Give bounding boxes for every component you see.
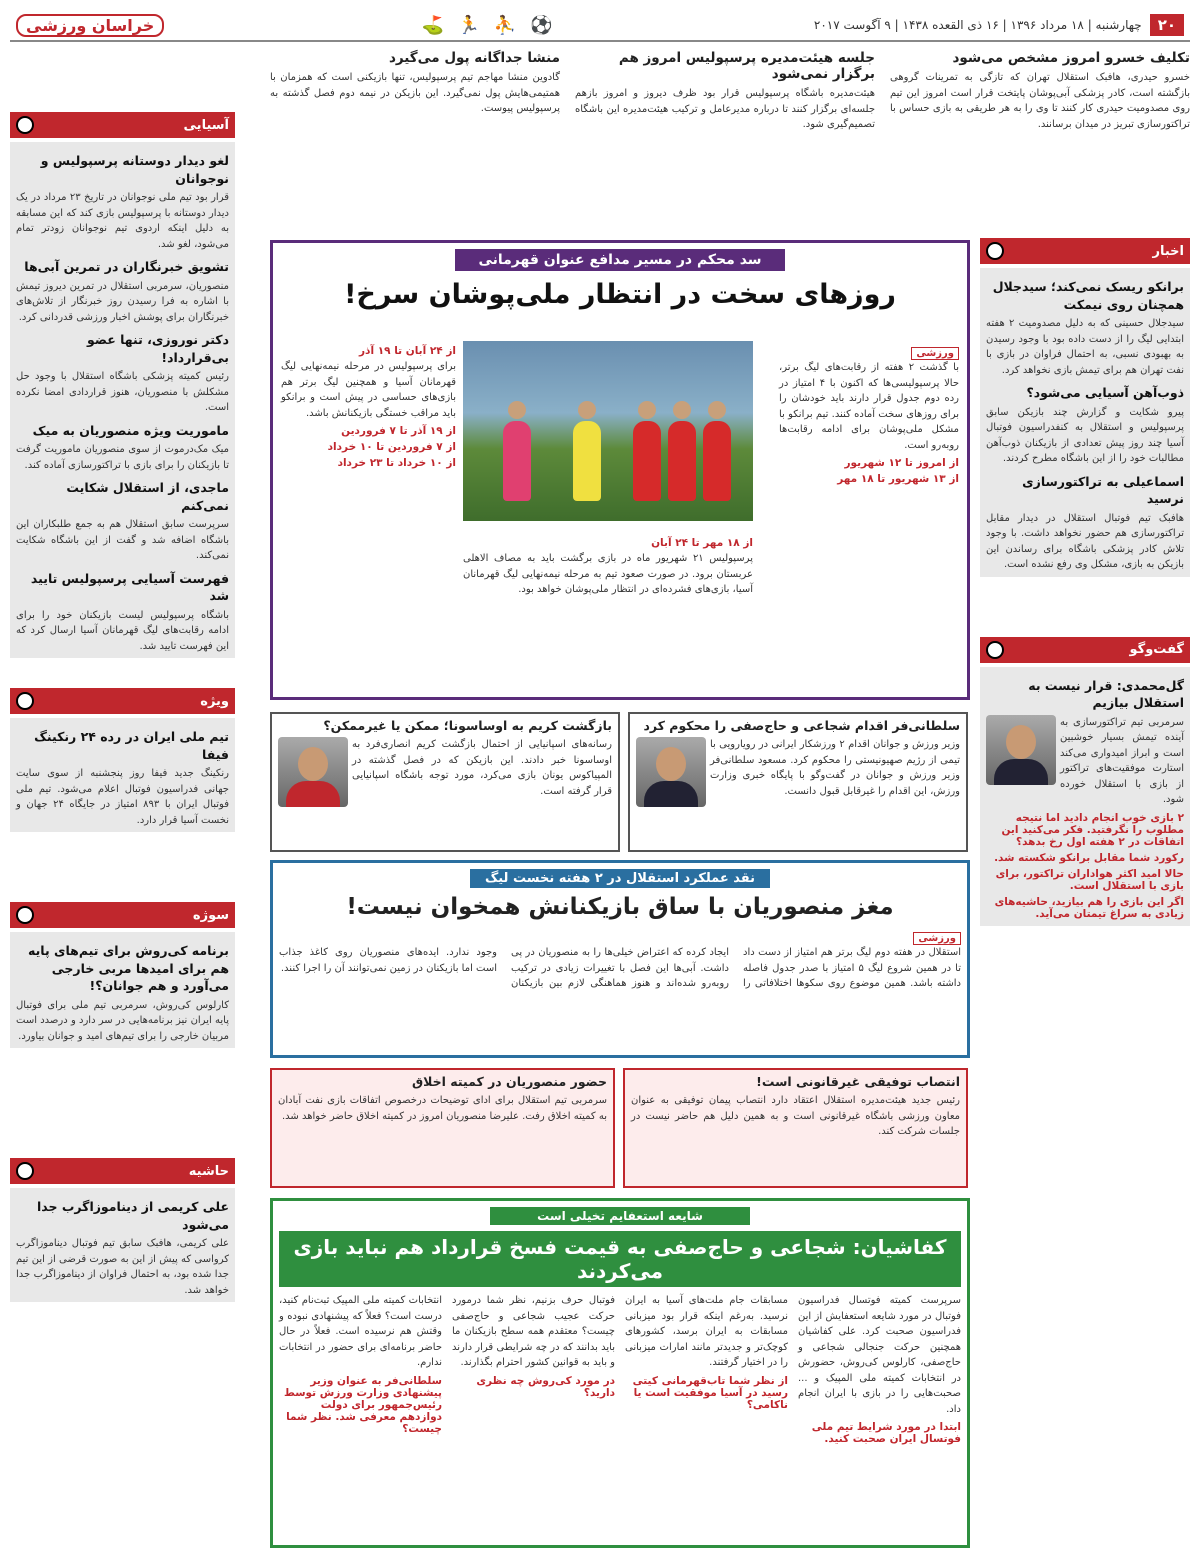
news-title: لغو دیدار دوستانه پرسپولیس و نوجوانان — [40, 153, 229, 186]
news-body: باشگاه پرسپولیس لیست بازیکنان خود را برای ادامه رقابت‌های لیگ قهرمانان آسیا ارسال کرد که این فهرست تایید شد. — [16, 609, 229, 652]
news-body: رنکینگ جدید فیفا روز پنجشنبه از سوی سایت جهانی فدراسیون فوتبال اعلام می‌شود. تیم ملی فوتبال ایران با ۸۹۳ امتیاز در جایگاه ۲۴ جهان و نخست آسیا قرار دارد. — [16, 768, 229, 826]
soltanifar-box — [628, 712, 968, 852]
player-figure — [703, 421, 731, 501]
players-photo — [463, 341, 753, 521]
news-body: پیرو شکایت و گزارش چند بازیکن سابق پرسپولیس و استقلال به کنفدراسیون فوتبال آسیا چند روز پیش تعدادی از بازیکنان ذوب‌آهن مطالبات خود را از این باشگاه مطرح کردند. — [986, 406, 1184, 464]
top-story-1 — [890, 50, 1190, 132]
section-label: گفت‌و‌گو — [1129, 642, 1184, 657]
interview-question: از نظر شما تاب‌قهرمانی کیتی رسید در آسیا موفقیت است یا ناکامی؟ — [632, 1374, 788, 1411]
date-range: از ۱۹ آذر تا ۷ فروردین — [341, 425, 456, 437]
box-title: حضور منصوریان در کمیته اخلاق — [411, 1074, 607, 1089]
section-bar-vijeh — [10, 688, 235, 714]
story-column — [452, 1293, 615, 1447]
news-body: سرپرست سابق استقلال هم به جمع طلبکاران این باشگاه اضافه شد و گفت از این باشگاه شکایت نمی‌کند. — [16, 519, 229, 561]
blue-story-kicker: نقد عملکرد استقلال در ۲ هفته نخست لیگ — [470, 869, 770, 888]
karim-box — [270, 712, 620, 852]
box-title: بازگشت کریم به اوساسونا؛ ممکن یا غیرممکن؟ — [323, 718, 612, 733]
soccer-ball-icon — [16, 1162, 34, 1180]
section-label: سوژه — [192, 907, 229, 923]
soccer-ball-icon — [986, 641, 1004, 659]
news-body: میک مک‌درموت از سوی منصوریان ماموریت گرفت تا بازیکنان را برای بازی با تراکتورسازی آماده کند. — [16, 444, 229, 471]
box-body: رسانه‌های اسپانیایی از احتمال بازگشت کریم انصاری‌فرد به اوساسونا خبر دادند. این بازیکن که در فصل گذشته در المپیاکوس یونان بازی می‌کرد، مورد توجه باشگاه اسپانیایی قرار گرفته است. — [352, 739, 612, 797]
interview-question: اگر این بازی را هم بیازید، حاشیه‌های زیادی به سراغ تیمتان می‌آید. — [994, 895, 1184, 920]
minister-portrait — [636, 737, 706, 807]
section-label: اخبار — [1152, 243, 1184, 259]
box-title: انتصاب توفیقی غیرقانونی است! — [756, 1074, 960, 1089]
interview-question: سلطانی‌فر به عنوان وزیر پیشنهادی وزارت ورزش توسط رئیس‌جمهور برای دولت دوازدهم معرفی شد. نظر شما چیست؟ — [283, 1374, 442, 1435]
tofighi-box — [623, 1068, 968, 1188]
interview-question: رکورد شما مقابل برانکو شکسته شد. — [994, 851, 1184, 864]
soccer-ball-icon — [16, 906, 34, 924]
soccer-ball-icon — [986, 242, 1004, 260]
source-badge: ورزشی — [913, 932, 961, 945]
date-range: از ۲۴ آبان تا ۱۹ آذر — [359, 345, 456, 357]
column-body: سرپرست کمیته فوتسال فدراسیون فوتبال در مورد شایعه استعفایش از این فدراسیون صحبت کرد. علی کفاشیان همچنین حرکت جنجالی شجاعی و حاج‌صفی، کارلوس کی‌روش، حضورش در انتخابات کمیته ملی المپیک و ... صحبت‌هایی را در بازی با ایران انجام داد. — [798, 1295, 961, 1415]
right-column — [980, 230, 1190, 926]
coach-portrait — [986, 715, 1056, 785]
source-badge: ورزشی — [911, 347, 959, 360]
news-title: برانکو ریسک نمی‌کند؛ سیدجلال همچنان روی نیمکت — [992, 279, 1184, 312]
page-number: ۲۰ — [1150, 14, 1184, 36]
issue-date: چهارشنبه | ۱۸ مرداد ۱۳۹۶ | ۱۶ ذی القعده ۱۴۳۸ | ۹ آگوست ۲۰۱۷ — [813, 18, 1142, 32]
news-title: تشویق خبرنگاران در تمرین آبی‌ها — [24, 259, 229, 274]
asia-news-box — [10, 142, 235, 658]
column-body: فوتبال حرف بزنیم، نظر شما درمورد حرکت عجیب شجاعی و حاج‌صفی چیست؟ معتقدم همه سطح بازیکنان ما باید بدانند که در چه شرایطی قرار دارند و باید به قوانین کشور احترام بگذارند. — [452, 1295, 615, 1368]
box-body: رئیس جدید هیئت‌مدیره استقلال اعتقاد دارد انتصاب پیمان توفیقی به عنوان معاون ورزشی باشگاه غیرقانونی است و به همین دلیل هم حاضر نیست در جلسات شرکت کند. — [631, 1095, 960, 1137]
story-column — [279, 1293, 442, 1447]
soccer-ball-icon — [16, 692, 34, 710]
goalkeeper-figure — [503, 421, 531, 501]
news-title: برنامه کی‌روش برای تیم‌های پایه هم برای امیدها مربی خارجی می‌آورد و هم جوانان؟! — [27, 943, 229, 993]
karimi-box — [10, 1188, 235, 1302]
interview-question: در مورد کی‌روش چه نظری دارید؟ — [476, 1374, 615, 1399]
main-story — [270, 240, 970, 700]
section-bar-sport — [10, 902, 235, 928]
green-story-headline: کفاشیان: شجاعی و حاج‌صفی به قیمت فسخ قرارداد هم نباید بازی می‌کردند — [279, 1231, 961, 1287]
soccer-ball-icon — [16, 116, 34, 134]
player-figure — [668, 421, 696, 501]
main-story-body: با گذشت ۲ هفته از رقابت‌های لیگ برتر، حالا پرسپولیسی‌ها که اکنون با ۴ امتیاز در رده دوم جدول قرار دارند باید خودشان را برای روزهای سخت آماده کنند. تیم برانکو با مشکل ملی‌پوشان برای ادامه رقابت‌ها روبه‌رو است. — [779, 362, 959, 451]
referee-figure — [573, 421, 601, 501]
section-label: حاشیه — [188, 1163, 229, 1179]
main-story-kicker: سد محکم در مسیر مدافع عنوان قهرمانی — [455, 249, 785, 271]
player-figure — [633, 421, 661, 501]
story-title: تکلیف خسرو امروز مشخص می‌شود — [952, 50, 1190, 66]
news-title: ماموریت ویژه منصوریان به میک — [32, 422, 229, 438]
interview-body: سرمربی تیم تراکتورسازی به آینده تیمش بسیار خوشبین است و ابراز امیدواری می‌کند استارت موفقیت‌های تراکتور از بازی با استقلال خورده شود. — [1060, 716, 1184, 805]
news-title: فهرست آسیایی پرسپولیس تایید شد — [30, 570, 229, 603]
story-column — [798, 1293, 961, 1447]
kafashian-story — [270, 1198, 970, 1548]
story-body: هیئت‌مدیره باشگاه پرسپولیس قرار بود ظرف دیروز و امروز بازهم جلسه‌ای برگزار کنند تا درباره مدیرعامل و ترکیب هیئت‌مدیره این باشگاه تصمیم‌گیری شود. — [575, 88, 875, 130]
ethics-box — [270, 1068, 615, 1188]
section-bar-asia — [10, 112, 235, 138]
news-title: تیم ملی ایران در رده ۲۴ رنکینگ فیفا — [34, 729, 229, 762]
top-story-2 — [575, 50, 875, 133]
akhbar-box — [980, 268, 1190, 577]
section-bar-akhbar — [980, 238, 1190, 264]
news-title: علی کریمی از دیناموزاگرب جدا می‌شود — [36, 1199, 229, 1232]
column-body: انتخابات کمیته ملی المپیک ثبت‌نام کنید، درست است؟ فعلاً که پیشنهادی نبوده و وقتش هم نرسیده است. فعلاً در حال حاضر برنامه‌ای برای حضور در انتخابات ندارم. — [279, 1295, 442, 1368]
interview-title: گل‌محمدی: قرار نیست به استقلال بیازیم — [1028, 677, 1184, 710]
story-body: خسرو حیدری، هافبک استقلال تهران که تازگی به تمرینات گروهی بازگشته است، کادر پزشکی آبی‌پوشان پایتخت قرار است امروز این تیم روی مصدومیت حیدری کار کنند تا وی را به هر طریقی به بازی حساس با تراکتورسازی تبریز در میدان برسانند. — [890, 72, 1190, 130]
story-body: گادوین منشا مهاجم تیم پرسپولیس، تنها بازیکنی است که همزمان با همتیمی‌هایش پول نمی‌گیرد. این بازیکن در نیمه دوم فصل گذشته به پرسپولیس پیوست. — [270, 72, 560, 114]
player-portrait — [278, 737, 348, 807]
green-story-kicker: شایعه استعفایم تخیلی است — [490, 1207, 750, 1225]
top-story-3 — [270, 50, 560, 117]
news-title: دکتر نوروزی، تنها عضو بی‌قرارداد! — [87, 332, 229, 365]
section-label: ویژه — [200, 693, 229, 709]
main-story-headline: روزهای سخت در انتظار ملی‌پوشان سرخ! — [344, 279, 896, 310]
date-range: از امروز تا ۱۲ شهریور — [844, 457, 959, 469]
column-body: مسابقات جام ملت‌های آسیا به ایران نرسید. به‌رغم اینکه قرار بود میزبانی مسابقات به ایران برسد، کشورهای کوچک‌تر و جدیدتر مانند امارات میزبانی را در اختیار گرفتند. — [625, 1295, 788, 1368]
date-range: از ۷ فروردین تا ۱۰ خرداد — [327, 441, 456, 453]
story-title: منشا جداگانه پول می‌گیرد — [388, 50, 560, 66]
ranking-box — [10, 718, 235, 832]
date-range: از ۱۳ شهریور تا ۱۸ مهر — [837, 473, 959, 485]
news-body: هافبک تیم فوتبال استقلال در دیدار مقابل تراکتورسازی هم حضور نخواهد داشت. با وجود تلاش کادر پزشکی باشگاه برای رساندن این بازیکن به بازی، مشکل وی رفع نشده است. — [986, 512, 1184, 570]
news-body: منصوریان، سرمربی استقلال در تمرین دیروز تیمش با اشاره به فرا رسیدن روز خبرنگار از تلاش‌های خبرنگاران برای پوشش اخبار ورزشی قدردانی کرد. — [16, 280, 229, 323]
news-title: ذوب‌آهن آسیایی می‌شود؟ — [1026, 385, 1184, 400]
interview-box — [980, 667, 1190, 926]
left-column — [10, 104, 235, 1302]
news-body: علی کریمی، هافبک سابق تیم فوتبال دیناموزاگرب کرواسی که پیش از این به صورت قرضی از این تیم جدا شده بود، به احتمال فراوان از دیناموزاگرب جدا خواهد شد. — [16, 1238, 229, 1296]
section-logo: خراسان ورزشی — [16, 14, 164, 37]
sports-pictograms-icon: ⚽ ⛹ 🏃 ⛳ — [421, 14, 557, 36]
blue-story-headline: مغز منصوریان با ساق بازیکنانش همخوان نیست! — [346, 894, 894, 920]
news-body: سیدجلال حسینی که به دلیل مصدومیت ۲ هفته ابتدایی لیگ را از دست داده بود با وجود رسیدن به بهبودی نسبی، به احتمال فراوان در بازی با نفت تهران هم برای تیمش بازی نخواهد کرد. — [986, 318, 1185, 376]
section-bar-interview — [980, 637, 1190, 663]
main-story-body: برای پرسپولیس در مرحله نیمه‌نهایی لیگ قهرمانان آسیا و همچنین لیگ برتر هم بازی‌های حساسی در پیش است و برانکو باید مراقب خستگی بازیکنانش باشد. — [281, 361, 456, 419]
news-body: کارلوس کی‌روش، سرمربی تیم ملی برای فوتبال پایه ایران نیز برنامه‌هایی در سر دارد و درصدد است مربیان خارجی را برای تیم‌های امید و جوانان بیاورد. — [16, 999, 229, 1042]
date-range: از ۱۰ خرداد تا ۲۳ خرداد — [337, 457, 456, 469]
box-body: وزیر ورزش و جوانان اقدام ۲ ورزشکار ایرانی در رویارویی با تیمی از رژیم صهیونیستی را محکوم کرد. مسعود سلطانی‌فر وزیر ورزش و جوانان در گفت‌وگو با پایگاه خبری وزارت ورزش، این اقدام را غیرقابل قبول دانست. — [710, 739, 960, 797]
story-column — [625, 1293, 788, 1447]
korea-box — [10, 932, 235, 1048]
blue-story-body: استقلال در هفته دوم لیگ برتر هم امتیاز از دست داد تا در همین شروع لیگ ۵ امتیاز با صدر جدول فاصله داشته باشد. همین موضوع روی سکوها اختلافاتی را ایجاد کرده که اعتراض خیلی‌ها را به منصوریان در پی داشت. آبی‌ها این فصل با تغییرات زیادی در ترکیب روبه‌رو شده‌اند و هنوز هماهنگی لازم بین بازیکنان وجود ندارد. ایده‌های منصوریان روی کاغذ جذاب است اما بازیکنان در زمین نمی‌توانند آن را اجرا کنند. — [279, 947, 961, 989]
green-story-columns — [279, 1293, 961, 1447]
news-body: قرار بود تیم ملی نوجوانان در تاریخ ۲۳ مرداد در یک دیدار دوستانه با پرسپولیس بازی کند که این مسابقه به دلیل اینکه اردوی تیم نوجوانان زودتر تمام می‌شود، لغو شد. — [16, 192, 229, 250]
masthead — [10, 10, 1190, 42]
section-bar-hashiyeh — [10, 1158, 235, 1184]
section-label: آسیایی — [183, 117, 229, 133]
interview-question: ۲ بازی خوب انجام دادید اما نتیجه مطلوب را نگرفتید. فکر می‌کنید این اتفاقات در ۲ هفته اول رخ بدهد؟ — [1001, 811, 1184, 848]
news-title: اسماعیلی به تراکتورسازی نرسید — [1022, 473, 1184, 506]
box-title: سلطانی‌فر اقدام شجاعی و حاج‌صفی را محکوم کرد — [643, 718, 960, 733]
date-range: از ۱۸ مهر تا ۲۴ آبان — [651, 537, 753, 549]
main-story-body: پرسپولیس ۲۱ شهریور ماه در بازی برگشت باید به مصاف الاهلی عربستان برود. در صورت صعود تیم به مرحله نیمه‌نهایی لیگ قهرمانان آسیا، بازی‌های فشرده‌ای در انتظار ملی‌پوشان خواهد بود. — [463, 553, 753, 595]
interview-question: ابتدا در مورد شرایط تیم ملی فوتسال ایران صحبت کنید. — [811, 1421, 961, 1445]
news-title: ماجدی، از استقلال شکایت نمی‌کنم — [66, 480, 229, 513]
news-body: رئیس کمیته پزشکی باشگاه استقلال با وجود حل مشکلش با منصوریان، هنوز قراردادی امضا نکرده است. — [16, 371, 229, 413]
story-title: جلسه هیئت‌مدیره پرسپولیس امروز هم برگزار نمی‌شود — [618, 50, 875, 82]
box-body: سرمربی تیم استقلال برای ادای توضیحات درخصوص اتفاقات بازی نفت آبادان به کمیته اخلاق رفت. علیرضا منصوریان امروز در کمیته اخلاق حاضر خواهد شد. — [278, 1095, 607, 1122]
esteghlal-story — [270, 860, 970, 1058]
interview-question: حالا امید اکثر هواداران تراکتور، برای بازی با استقلال است. — [995, 867, 1184, 892]
